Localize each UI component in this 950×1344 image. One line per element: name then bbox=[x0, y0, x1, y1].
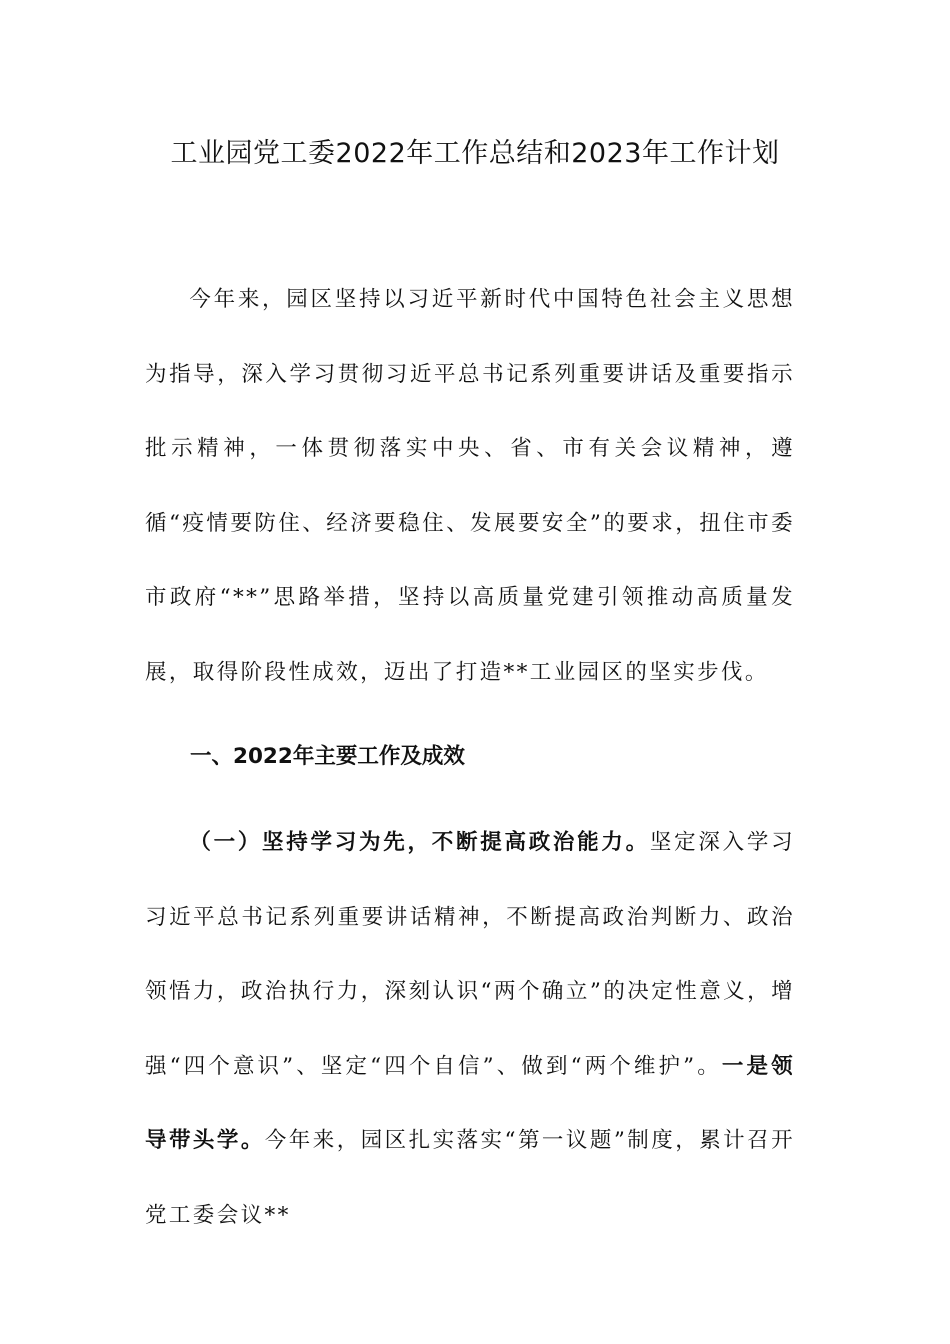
emphasis-point: 一是领导带头学。 bbox=[145, 1053, 795, 1153]
intro-paragraph-text: 今年来，园区坚持以习近平新时代中国特色社会主义思想为指导，深入学习贯彻习近平总书记系列重要讲话及重要指示批示精神，一体贯彻落实中央、省、市有关会议精神，遵循“疫情要防住、经济要稳住、发展要安全”的要求，扭住市委市政府“**”思路举措，坚持以高质量党建引领推动高质量发展，取得阶段性成效，迈出了打造**工业园区的坚实步伐。 bbox=[145, 287, 795, 685]
paragraph-text: 坚定深入学习习近平总书记系列重要讲话精神，不断提高政治判断力、政治领悟力，政治执行力，深刻认识“两个确立”的决定性意义，增强“四个意识”、坚定“四个自信”、做到“两个维护”。 bbox=[145, 830, 795, 1079]
section-1-paragraph-1 bbox=[145, 806, 795, 1253]
section-heading-1: 一、2022年主要工作及成效 bbox=[190, 744, 465, 769]
paragraph-text-continued: 今年来，园区扎实落实“第一议题”制度，累计召开党工委会议** bbox=[145, 1128, 795, 1228]
subsection-lead: （一）坚持学习为先，不断提高政治能力。 bbox=[189, 830, 650, 855]
document-title: 工业园党工委2022年工作总结和2023年工作计划 bbox=[170, 138, 780, 169]
intro-paragraph bbox=[145, 263, 795, 710]
